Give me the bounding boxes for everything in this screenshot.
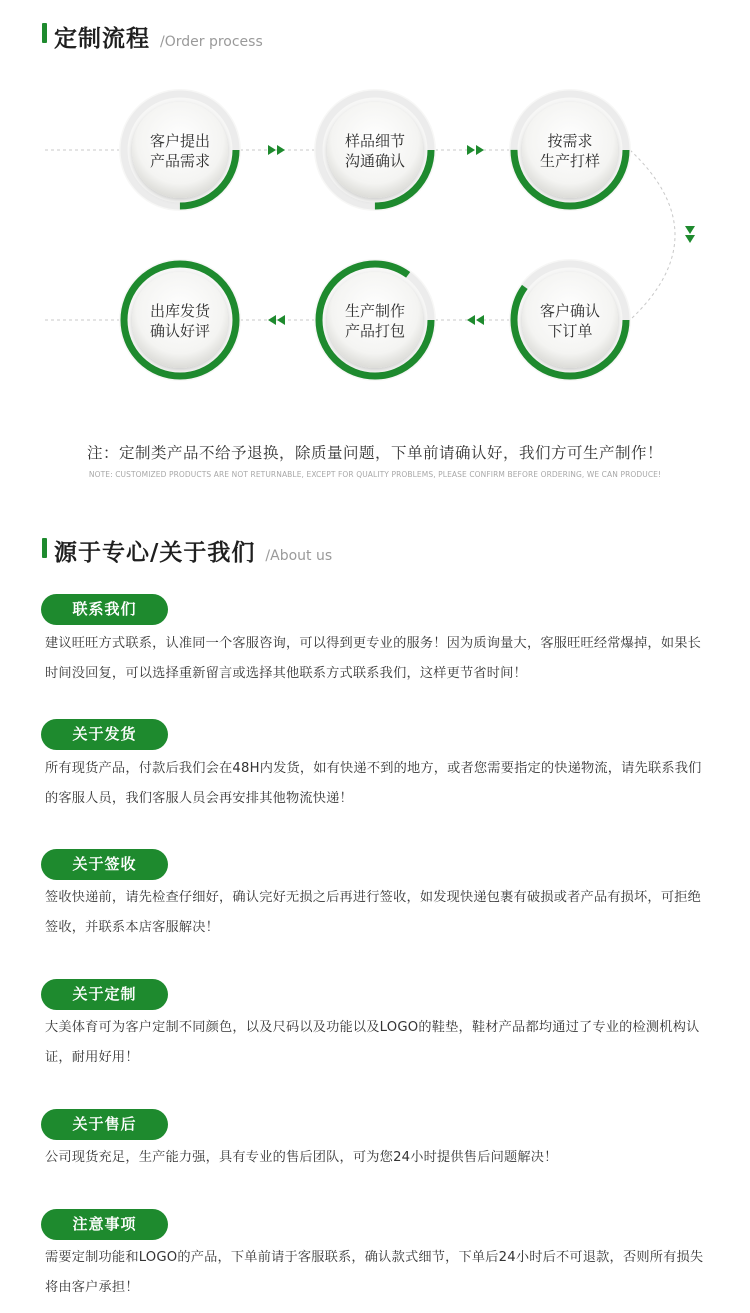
step-label-line2: 产品打包 xyxy=(344,322,406,340)
paragraph-notes: 需要定制功能和LOGO的产品，下单前请于客服联系，确认款式细节，下单后24小时后不可退款，否则所有损失将由客户承担！ xyxy=(45,1250,704,1295)
step-inner-disc xyxy=(132,272,228,368)
step-label-line1: 出库发货 xyxy=(149,302,211,320)
step-inner-disc xyxy=(522,272,618,368)
step-label-line1: 样品细节 xyxy=(344,132,406,150)
title-accent-bar xyxy=(42,23,47,43)
step-inner-disc xyxy=(327,272,423,368)
step-inner-disc xyxy=(132,102,228,198)
paragraph-customization: 大美体育可为客户定制不同颜色，以及尺码以及功能以及LOGO的鞋垫，鞋材产品都均通过了专业的检测机构认证，耐用好用！ xyxy=(45,1020,700,1065)
arrow-right-icon xyxy=(268,145,276,155)
badge-contact-us: 联系我们 xyxy=(41,594,168,625)
step-label-line2: 沟通确认 xyxy=(344,152,406,170)
process-title: 定制流程 xyxy=(54,26,150,52)
paragraph-receipt: 签收快递前，请先检查仔细好，确认完好无损之后再进行签收，如发现快递包裹有破损或者产品有损坏，可拒绝签收，并联系本店客服解决！ xyxy=(45,890,701,935)
paragraph-shipping: 所有现货产品，付款后我们会在48H内发货，如有快递不到的地方，或者您需要指定的快递物流，请先联系我们的客服人员，我们客服人员会再安排其他物流快递！ xyxy=(45,761,702,806)
step-label-line1: 客户提出 xyxy=(149,132,211,150)
title-accent-bar xyxy=(42,538,47,558)
about-subtitle: /About us xyxy=(265,548,333,564)
badge-receipt: 关于签收 xyxy=(41,849,168,880)
process-subtitle: /Order process xyxy=(160,34,263,50)
step-label-line2: 生产打样 xyxy=(539,152,601,170)
process-section-title xyxy=(42,20,263,53)
arrow-right-icon xyxy=(467,145,475,155)
about-title: 源于专心/关于我们 xyxy=(54,540,256,566)
connector-curve xyxy=(630,150,675,320)
arrow-down-icon xyxy=(685,226,695,234)
step-inner-disc xyxy=(327,102,423,198)
badge-after-sales: 关于售后 xyxy=(41,1109,168,1140)
step-label-line1: 按需求 xyxy=(547,132,593,150)
arrow-left-icon xyxy=(476,315,484,325)
step-label-line2: 确认好评 xyxy=(149,322,211,340)
arrow-left-icon xyxy=(467,315,475,325)
arrow-down-icon xyxy=(685,235,695,243)
arrow-right-icon xyxy=(277,145,285,155)
about-section-title xyxy=(42,534,332,567)
paragraph-after-sales: 公司现货充足，生产能力强，具有专业的售后团队，可为您24小时提供售后问题解决！ xyxy=(45,1150,558,1165)
process-note: 注：定制类产品不给予退换，除质量问题，下单前请确认好，我们方可生产制作！ xyxy=(86,444,663,462)
step-label-line2: 下订单 xyxy=(547,322,593,340)
step-label-line1: 生产制作 xyxy=(344,302,406,320)
step-label-line2: 产品需求 xyxy=(149,152,211,170)
arrow-left-icon xyxy=(268,315,276,325)
arrow-left-icon xyxy=(277,315,285,325)
step-inner-disc xyxy=(522,102,618,198)
arrow-right-icon xyxy=(476,145,484,155)
badge-notes: 注意事项 xyxy=(41,1209,168,1240)
paragraph-contact-us: 建议旺旺方式联系，认准同一个客服咨询，可以得到更专业的服务！因为质询量大，客服旺旺经常爆掉，如果长时间没回复，可以选择重新留言或选择其他联系方式联系我们，这样更节省时间！ xyxy=(45,636,701,681)
badge-customization: 关于定制 xyxy=(41,979,168,1010)
process-note-english: NOTE: CUSTOMIZED PRODUCTS ARE NOT RETURNABLE, EXCEPT FOR QUALITY PROBLEMS, PLEASE CONFIRM BEFORE ORDERING, WE CAN PRODUCE! xyxy=(88,470,662,479)
order-process-diagram xyxy=(0,70,750,400)
step-label-line1: 客户确认 xyxy=(539,302,601,320)
badge-shipping: 关于发货 xyxy=(41,719,168,750)
